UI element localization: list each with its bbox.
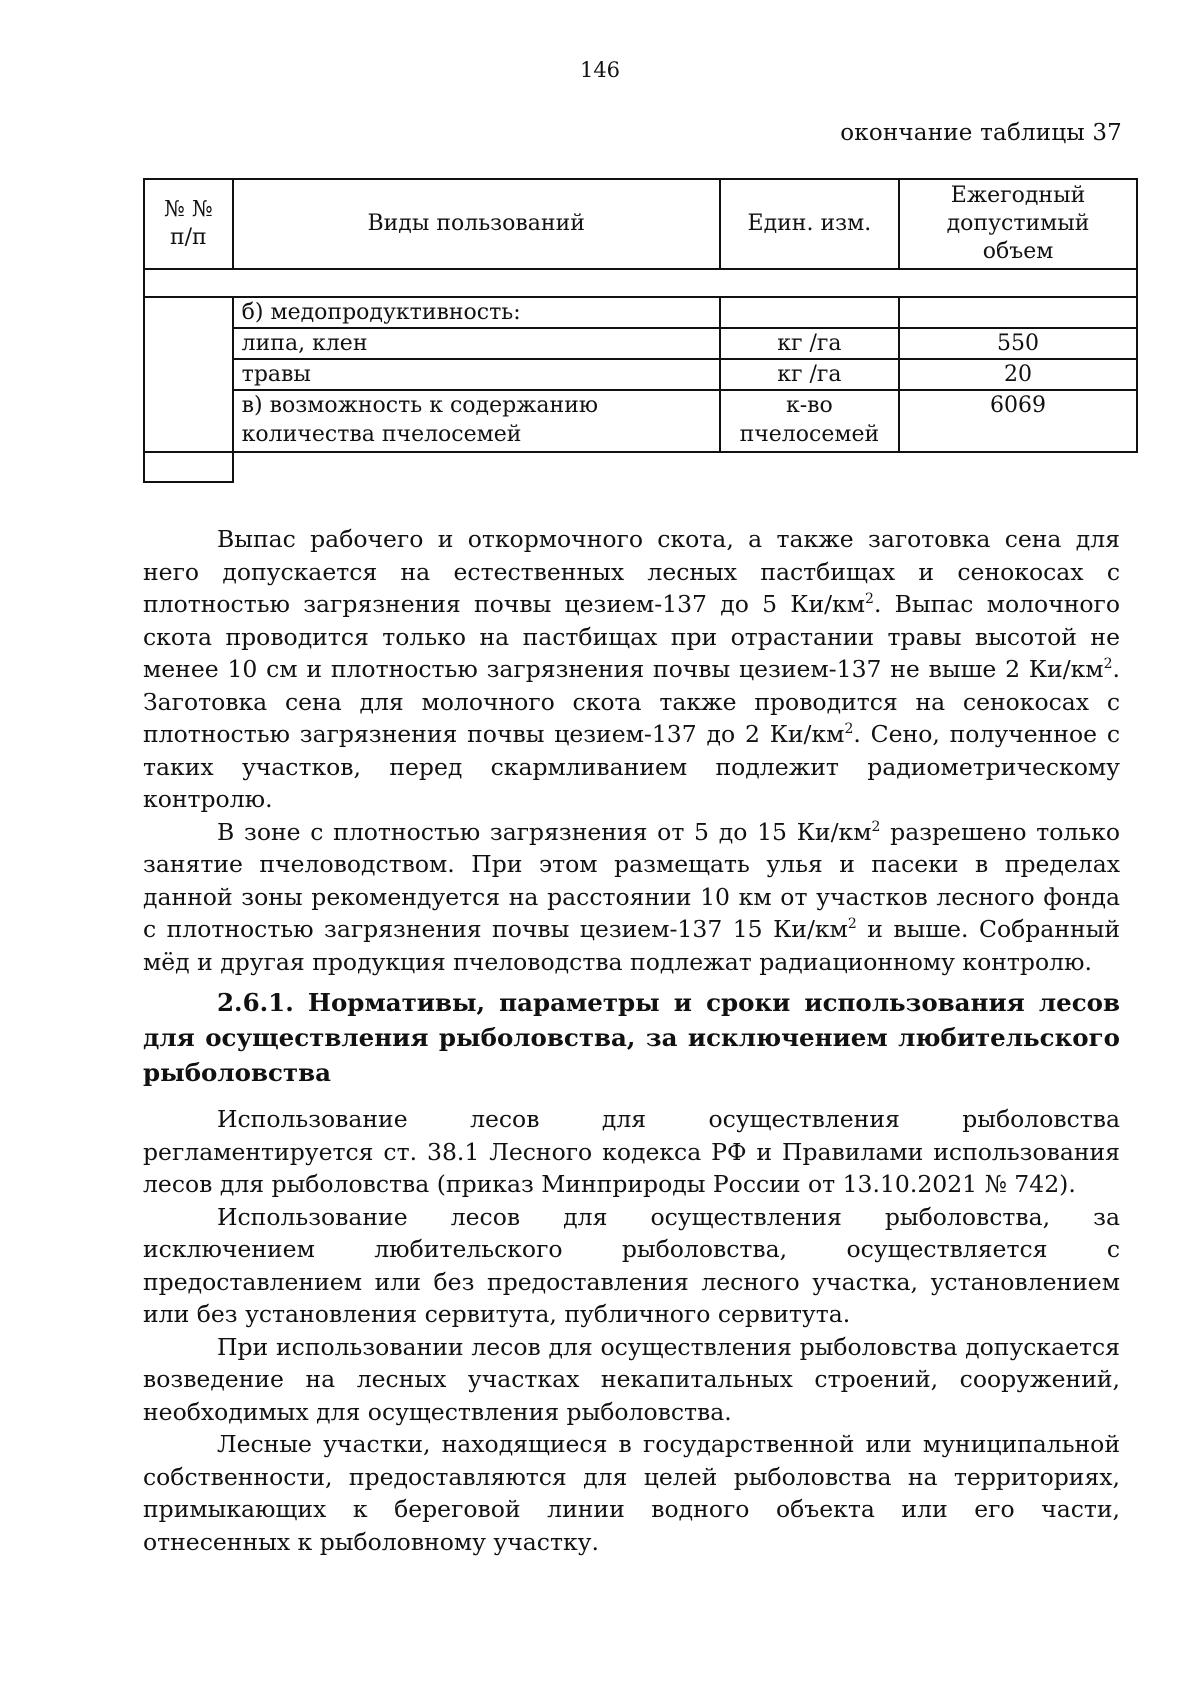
table-row: [144, 390, 1137, 452]
text-fragment: Выпас рабочего и откормочного скота, а также заготовка сена для него допускается на естественных лесных пастбищах и сенокосах с плотностью загрязнения почвы цезием-137 до 5 Ки/км: [143, 525, 1120, 618]
table-header-row: [144, 179, 1137, 269]
cell-type: б) медопродуктивность:: [233, 297, 720, 328]
table-bottom-row: [144, 452, 1137, 482]
cell-volume: 550: [899, 328, 1137, 359]
cell-type: липа, клен: [233, 328, 720, 359]
table-row: [144, 297, 1137, 328]
text-block-1: [143, 523, 1120, 978]
table-row: [144, 328, 1137, 359]
spacer-cell: [144, 269, 1137, 297]
header-volume: Ежегодный допустимый объем: [899, 179, 1137, 269]
table-row: [144, 359, 1137, 390]
cell-unit: кг /га: [720, 359, 899, 390]
text-fragment: и выше. Собранный мёд и другая продукция пчеловодства подлежат радиационному контролю.: [143, 915, 1120, 976]
usage-table: [143, 178, 1138, 483]
superscript: 2: [1103, 656, 1113, 673]
paragraph: Лесные участки, находящиеся в государственной или муниципальной собственности, предоставляются для целей рыболовства на территориях, примыкающих к береговой линии водного объекта или его части, отнесенных к рыболовному участку.: [143, 1430, 1120, 1556]
cell-type: в) возможность к содержанию количества пчелосемей: [233, 390, 720, 452]
header-unit: Един. изм.: [720, 179, 899, 269]
superscript: 2: [871, 818, 881, 835]
header-type: Виды пользований: [233, 179, 720, 269]
text-fragment: разрешено только занятие пчеловодством. При этом размещать улья и пасеки в пределах данной зоны рекомендуется на расстоянии 10 км от участков лесного фонда с плотностью загрязнения почвы цезием-137 15 Ки/км: [143, 817, 1120, 943]
cell-volume: 20: [899, 359, 1137, 390]
cell-volume: [899, 297, 1137, 328]
paragraph: [143, 816, 1120, 979]
paragraph: Использование лесов для осуществления рыболовства, за исключением любительского рыболовства, осуществляется с предоставлением или без предоставления лесного участка, установлением или без установления сервитута, публичного сервитута.: [143, 1202, 1120, 1328]
text-fragment: . Сено, полученное с таких участков, перед скармливанием подлежит радиометрическому контролю.: [143, 720, 1120, 813]
cell-unit: к-во пчелосемей: [720, 390, 899, 452]
page-number: 146: [579, 58, 621, 82]
text-block-2: [143, 1103, 1120, 1558]
text-fragment: В зоне с плотностью загрязнения от 5 до 15 Ки/км: [217, 817, 872, 846]
paragraph: При использовании лесов для осуществления рыболовства допускается возведение на лесных участках некапитальных строений, сооружений, необходимых для осуществления рыболовства.: [143, 1332, 1120, 1426]
section-heading: 2.6.1. Нормативы, параметры и сроки использования лесов для осуществления рыболовства, за исключением любительского рыболовства: [143, 988, 1120, 1087]
table-spacer-row: [144, 269, 1137, 297]
header-num: № № п/п: [144, 179, 233, 269]
cell-unit: [720, 297, 899, 328]
superscript: 2: [847, 916, 857, 933]
text-fragment: . Выпас молочного скота проводится только на пастбищах при отрастании травы высотой не менее 10 см и плотностью загрязнения почвы цезием-137 не выше 2 Ки/км: [143, 590, 1121, 683]
cell-unit: кг /га: [720, 328, 899, 359]
table-caption: окончание таблицы 37: [840, 120, 1122, 146]
paragraph: Использование лесов для осуществления рыболовства регламентируется ст. 38.1 Лесного кодекса РФ и Правилами использования лесов для рыболовства (приказ Минприроды России от 13.10.2021 № 742).: [143, 1105, 1120, 1198]
superscript: 2: [865, 591, 874, 608]
cell-volume: 6069: [899, 390, 1137, 452]
cell-type: травы: [233, 359, 720, 390]
empty-cell: [144, 452, 233, 482]
num-cell: [144, 297, 233, 452]
superscript: 2: [844, 721, 854, 738]
paragraph: [143, 523, 1120, 816]
text-fragment: . Заготовка сена для молочного скота также проводится на сенокосах с плотностью загрязнения почвы цезием-137 до 2 Ки/км: [143, 655, 1120, 748]
